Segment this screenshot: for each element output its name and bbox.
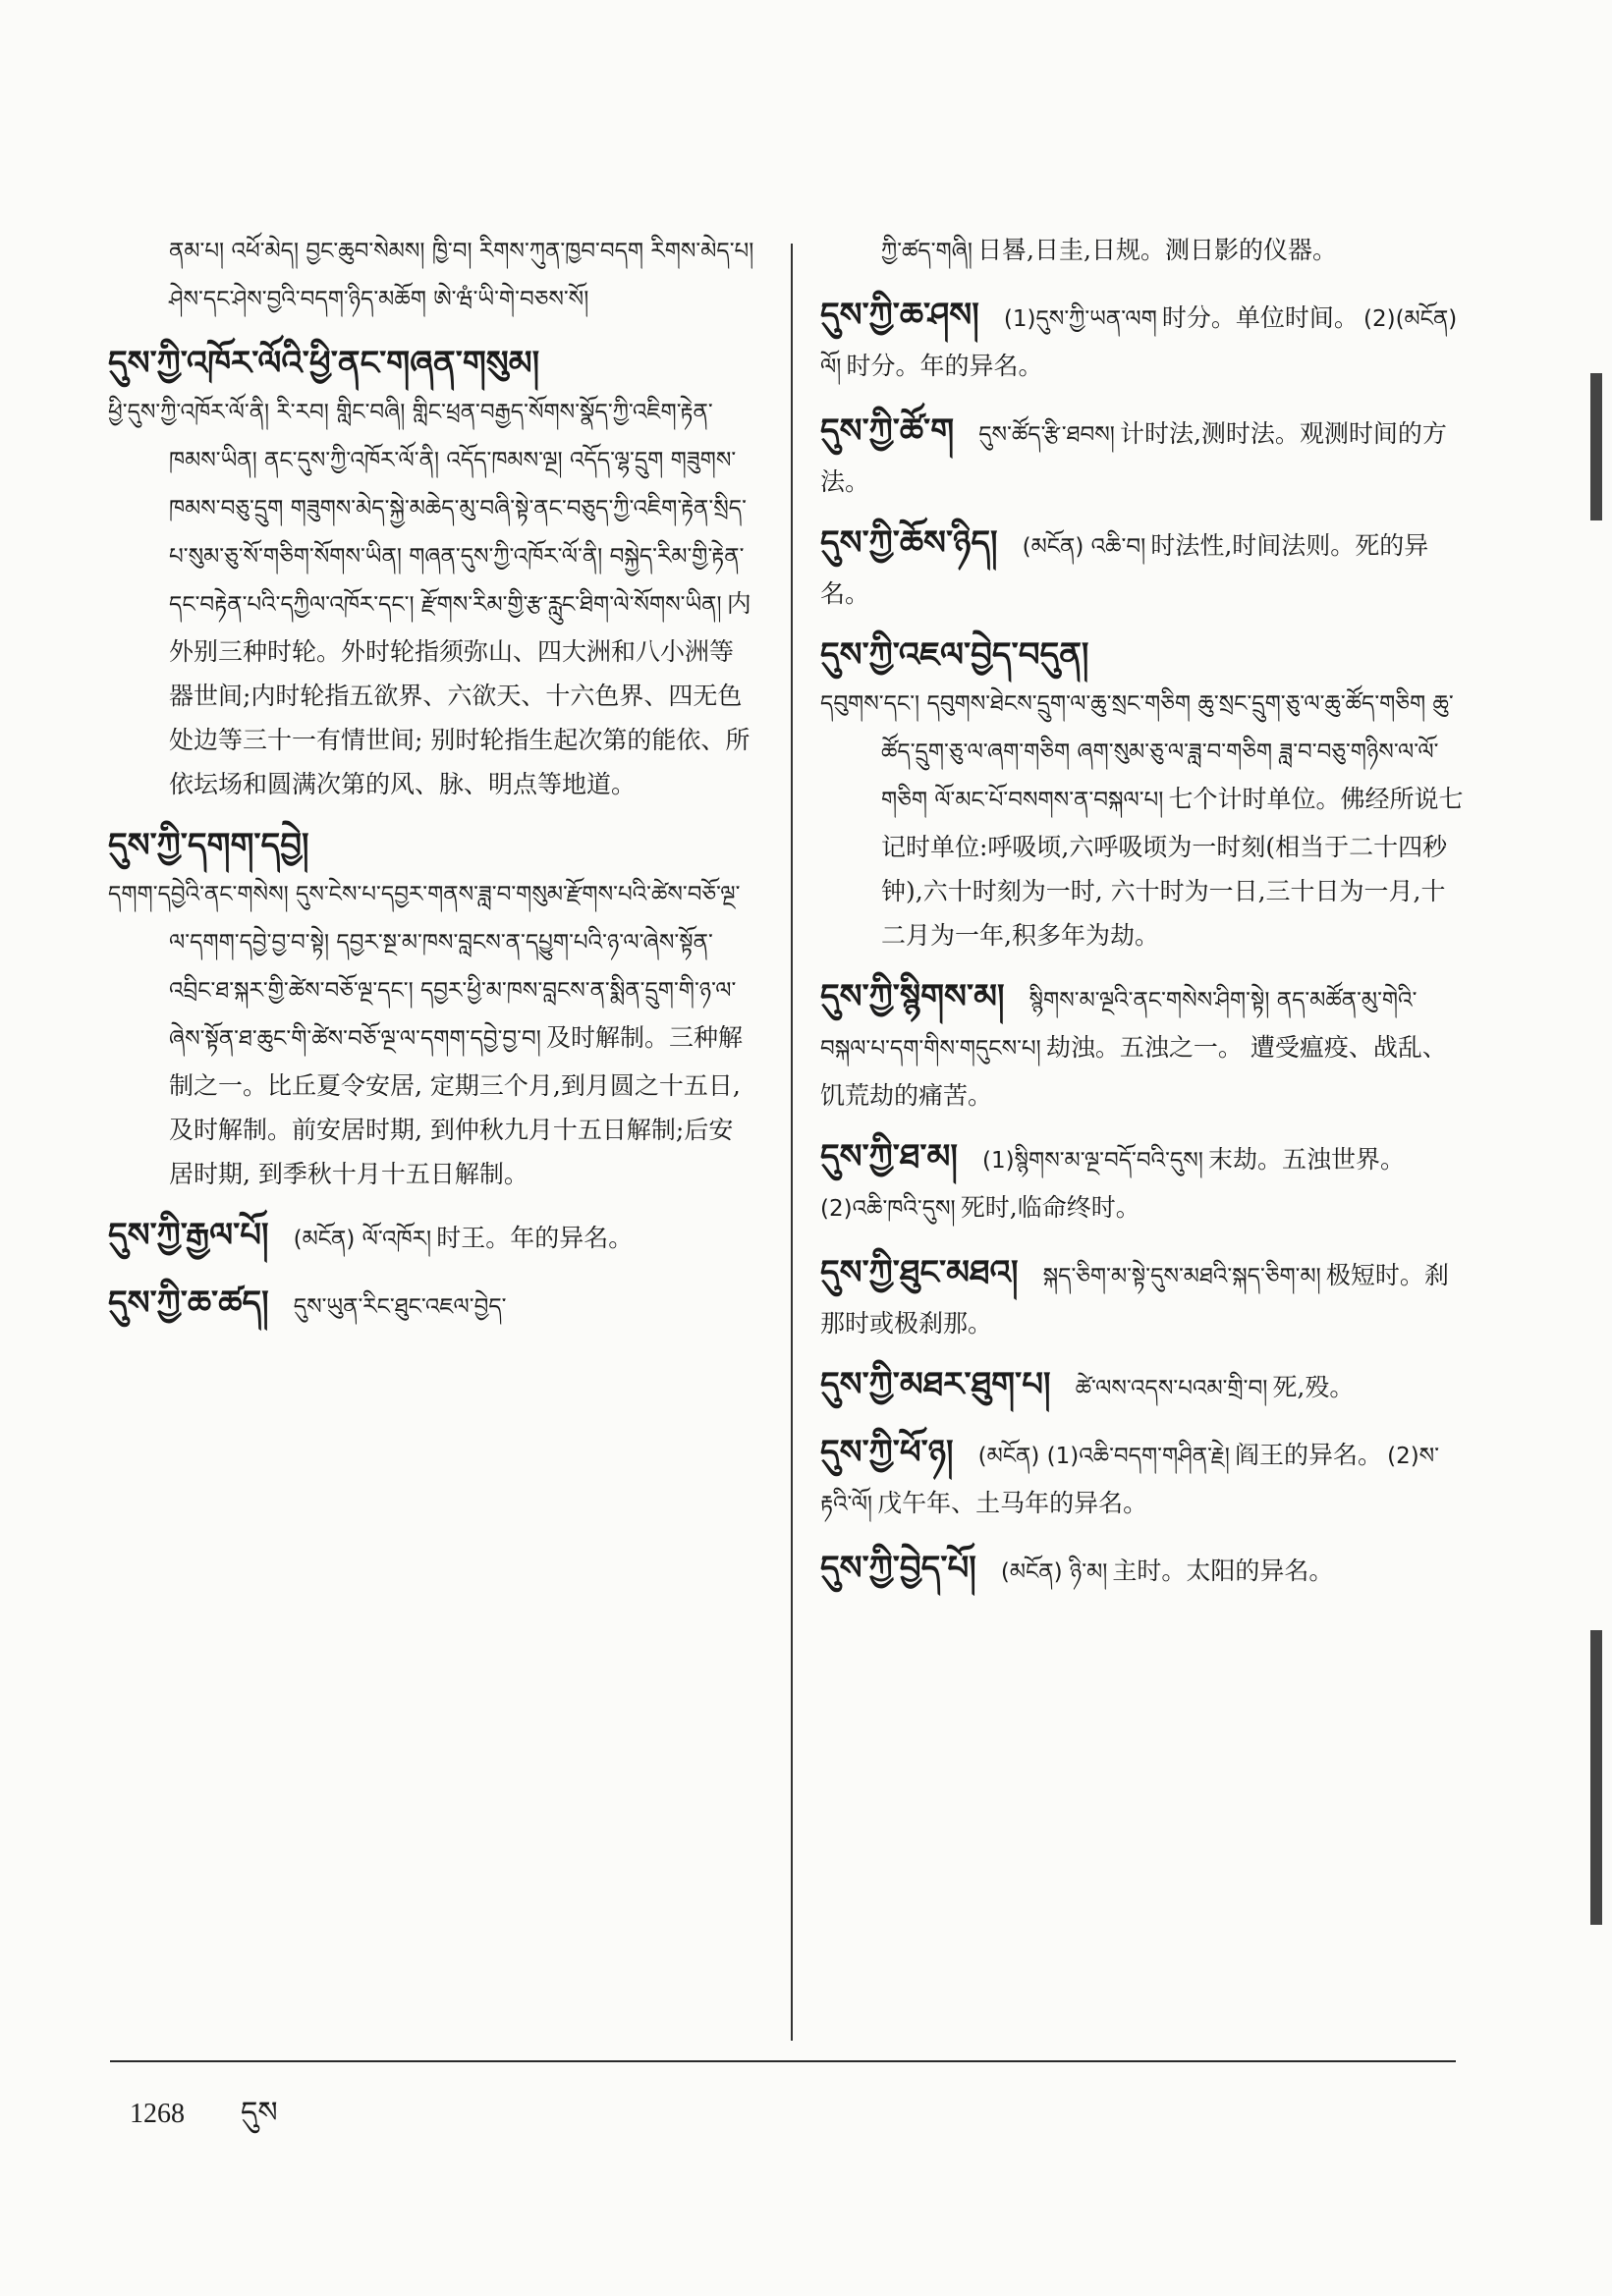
column-divider <box>791 244 793 2041</box>
tibetan-text: ཀྱི་ཚད་གཞི། <box>881 239 973 264</box>
chinese-definition: 时法性,时间法则。死的异名。 <box>820 531 1429 608</box>
scan-edge-mark <box>1590 373 1602 520</box>
left-column <box>108 228 756 1345</box>
chinese-definition: 及时解制。三种解制之一。比丘夏令安居, 定期三个月,到月圆之十五日,及时解制。前安居时期, 到仲秋九月十五日解制;后安居时期, 到季秋十月十五日解制。 <box>169 1023 743 1188</box>
tibetan-definition: (མངོན) ལོ་འཁོར། <box>293 1227 432 1252</box>
chinese-definition: 内外别三种时轮。外时轮指须弥山、四大洲和八小洲等器世间;内时轮指五欲界、六欲天、十六色界、四无色处边等三十一有情世间; 别时轮指生起次第的能依、所依坛场和圆满次第的风、脉、明点等地道。 <box>169 589 751 798</box>
tibetan-definition: དགག་དབྱེའི་ནང་གསེས། དུས་ངེས་པ་དབྱར་གནས་ཟླ་བ་གསུམ་རྫོགས་པའི་ཚེས་བཅོ་ལྔ་ལ་དགག་དབྱེ་བྱ་བ་སྟེ། དབྱར་སྔ་མ་ཁས་བླངས་ན་དཔྱུག་པའི་ཉ་ལ་ཞེས་སྟོན་འབྲིང་ཐ་སྐར་གྱི་ཚེས་བཅོ་ལྔ་དང་། དབྱར་ཕྱི་མ་ཁས་བླངས་ན་སྨིན་དྲུག་གི་ཉ་ལ་ཞེས་སྟོན་ཐ་ཆུང་གི་ཚེས་བཅོ་ལྔ་ལ་དགག་དབྱེ་བྱ་བ། <box>108 882 741 1052</box>
tibetan-definition: (1)སྙིགས་མ་ལྔ་བདོ་བའི་དུས། <box>982 1148 1203 1174</box>
tibetan-definition: སྐད་ཅིག་མ་སྟེ་དུས་མཐའི་སྐད་ཅིག་མ། <box>1042 1264 1321 1289</box>
headword: དུས་ཀྱི་ཆ་ཤས། <box>820 296 979 335</box>
headword: དུས་ཀྱི་རྒྱལ་པོ། <box>108 1216 269 1255</box>
entry <box>108 820 756 1196</box>
running-head: དུས <box>241 2096 278 2130</box>
tibetan-definition: དབུགས་དང་། དབུགས་ཐེངས་དྲུག་ལ་ཆུ་སྲང་གཅིག ཆུ་སྲང་དྲུག་ཅུ་ལ་ཆུ་ཚོད་གཅིག ཆུ་ཚོད་དྲུག་ཅུ་ལ་ཞག་གཅིག ཞག་སུམ་ཅུ་ལ་ཟླ་བ་གཅིག ཟླ་བ་བཅུ་གཉིས་ལ་ལོ་གཅིག ལོ་མང་པོ་བསགས་ན་བསྐལ་པ། <box>820 691 1454 813</box>
page-footer <box>130 2080 327 2162</box>
tibetan-text: ནམ་པ། འཕོ་མེད། བྱང་ཆུབ་སེམས། ཁྱི་བ། རིགས་ཀུན་ཁྱབ་བདག རིགས་མེད་པ། ཤེས་དང་ཤེས་བྱའི་བདག་ཉིད་མཆོག ཨེ་ཝཾ་ཡི་གེ་བཅས་སོ། <box>169 239 754 312</box>
entry <box>820 629 1464 957</box>
tibetan-definition: ཕྱི་དུས་ཀྱི་འཁོར་ལོ་ནི། རི་རབ། གླིང་བཞི། གླིང་ཕྲན་བརྒྱད་སོགས་སྣོད་ཀྱི་འཇིག་རྟེན་ཁམས་ཡིན། ནང་དུས་ཀྱི་འཁོར་ལོ་ནི། འདོད་ཁམས་ལྔ། འདོད་ལྷ་དྲུག གཟུགས་ཁམས་བཅུ་དྲུག གཟུགས་མེད་སྐྱེ་མཆེད་མུ་བཞི་སྟེ་ནང་བཅུད་ཀྱི་འཇིག་རྟེན་སྲིད་པ་སུམ་ཅུ་སོ་གཅིག་སོགས་ཡིན། གཞན་དུས་ཀྱི་འཁོར་ལོ་ནི། བསྐྱེད་རིམ་གྱི་རྟེན་དང་བརྟེན་པའི་དཀྱིལ་འཁོར་དང་། རྫོགས་རིམ་གྱི་རྩ་རླུང་ཐིག་ལེ་སོགས་ཡིན། <box>108 400 747 618</box>
chinese-definition: 劫浊。五浊之一。 遭受瘟疫、战乱、饥荒劫的痛苦。 <box>820 1033 1447 1110</box>
entry <box>820 406 1464 504</box>
headword: དུས་ཀྱི་དགག་དབྱེ། <box>108 826 309 865</box>
entry <box>820 971 1464 1118</box>
entry <box>820 1131 1464 1233</box>
tibetan-definition: (མངོན) (1)འཆི་བདག་གཤིན་རྗེ། <box>977 1444 1230 1469</box>
headword: དུས་ཀྱི་ཐུང་མཐའ། <box>820 1253 1019 1292</box>
footer-rule <box>110 2060 1456 2062</box>
entry-continuation <box>820 228 1464 276</box>
headword: དུས་ཀྱི་ཕོ་ཉ། <box>820 1433 954 1472</box>
entry <box>820 1427 1464 1529</box>
entry <box>108 1278 756 1332</box>
tibetan-definition-2: (2)ས་རྟའི་ལོ། <box>820 1444 1440 1517</box>
entry <box>108 338 756 806</box>
tibetan-definition-2: (2)འཆི་ཁའི་དུས། <box>820 1196 956 1222</box>
tibetan-definition: དུས་ཡུན་རིང་ཐུང་འཇལ་བྱེད་ <box>293 1294 507 1320</box>
chinese-definition: 阎王的异名。 <box>1234 1441 1382 1469</box>
headword: དུས་ཀྱི་སྙིགས་མ། <box>820 977 1005 1016</box>
chinese-definition: 日晷,日圭,日规。测日影的仪器。 <box>977 236 1337 264</box>
tibetan-definition: སྙིགས་མ་ལྔའི་ནང་གསེས་ཤིག་སྟེ། ནད་མཚོན་མུ་གེའི་བསྐལ་པ་དག་གིས་གདུངས་པ། <box>820 988 1417 1062</box>
chinese-definition-2: 时分。年的异名。 <box>846 352 1043 380</box>
tibetan-definition-2: (2)(མངོན) ལོ། <box>820 306 1458 380</box>
chinese-definition-2: 戊午年、土马年的异名。 <box>877 1489 1148 1517</box>
chinese-definition-2: 死时,临命终时。 <box>960 1193 1140 1222</box>
headword: དུས་ཀྱི་འཇལ་བྱེད་བདུན། <box>820 635 1089 675</box>
chinese-definition: 七个计时单位。佛经所说七记时单位:呼吸顷,六呼吸顷为一时刻(相当于二十四秒钟),六十时刻为一时, 六十时为一日,三十日为一月,十二月为一年,积多年为劫。 <box>881 785 1464 950</box>
headword: དུས་ཀྱི་འཁོར་ལོའི་ཕྱི་ནང་གཞན་གསུམ། <box>108 344 540 383</box>
chinese-definition: 时分。单位时间。 <box>1161 303 1359 332</box>
tibetan-definition: དུས་ཚོད་རྩི་ཐབས། <box>978 422 1115 448</box>
headword: དུས་ཀྱི་བྱེད་པོ། <box>820 1549 976 1588</box>
tibetan-definition: (1)དུས་ཀྱི་ཡན་ལག <box>1003 306 1157 332</box>
headword: དུས་ཀྱི་མཐར་ཐུག་པ། <box>820 1365 1051 1404</box>
entry-continuation <box>108 228 756 324</box>
entry <box>820 1247 1464 1345</box>
chinese-definition: 计时法,测时法。观测时间的方法。 <box>820 419 1447 496</box>
chinese-definition: 时王。年的异名。 <box>436 1224 634 1252</box>
tibetan-definition: (མངོན) ཉི་མ། <box>1000 1559 1108 1585</box>
tibetan-definition: ཚེ་ལས་འདས་པའམ་གྲི་བ། <box>1075 1376 1268 1401</box>
tibetan-definition: (མངོན) འཆི་བ། <box>1022 534 1146 560</box>
entry <box>820 1359 1464 1413</box>
right-column <box>820 228 1464 1611</box>
scan-edge-mark <box>1590 1630 1602 1925</box>
headword: དུས་ཀྱི་ཆོས་ཉིད། <box>820 523 998 563</box>
headword: དུས་ཀྱི་ཚོ་ག <box>820 411 955 451</box>
page-number: 1268 <box>130 2099 185 2129</box>
entry <box>820 290 1464 392</box>
chinese-definition: 主时。太阳的异名。 <box>1112 1557 1334 1585</box>
chinese-definition: 极短时。刹那时或极刹那。 <box>820 1261 1449 1338</box>
headword: དུས་ཀྱི་ཐ་མ། <box>820 1137 958 1176</box>
entry <box>108 1210 756 1264</box>
chinese-definition: 末劫。五浊世界。 <box>1207 1145 1405 1174</box>
chinese-definition: 死,殁。 <box>1272 1373 1355 1401</box>
entry <box>820 518 1464 616</box>
headword: དུས་ཀྱི་ཆ་ཚད། <box>108 1284 269 1323</box>
entry <box>820 1543 1464 1597</box>
